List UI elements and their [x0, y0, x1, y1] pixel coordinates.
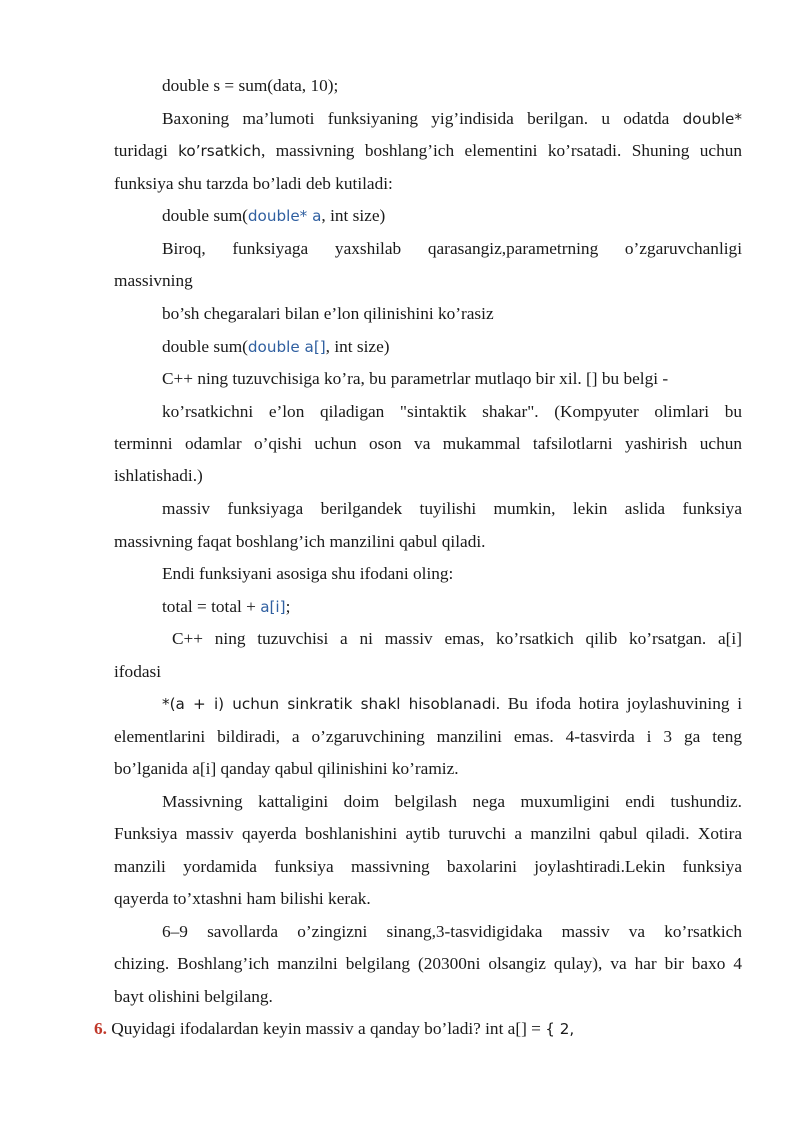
paragraph-line: bayt olishini belgilang.	[114, 987, 273, 1006]
paragraph-line: C++ ning tuzuvchisiga ko’ra, bu parametrlar mutlaqo bir xil. [] bu belgi -	[162, 369, 669, 388]
code-line: total = total + a[i];	[162, 597, 291, 616]
code-line: double s = sum(data, 10);	[162, 76, 339, 95]
paragraph-line: bo’sh chegaralari bilan e’lon qilinishini ko’rasiz	[162, 304, 494, 323]
code-line: double sum(double a[], int size)	[162, 337, 390, 356]
paragraph-line: terminni odamlar o’qishi uchun oson va mukammal tafsilotlarni yashirish uchun	[114, 434, 742, 453]
paragraph-line: 6–9 savollarda o’zingizni sinang,3-tasvidigidaka massiv va ko’rsatkich	[162, 922, 742, 941]
question-number: 6.	[94, 1019, 107, 1038]
paragraph-line: funksiya shu tarzda bo’ladi deb kutiladi:	[114, 174, 393, 193]
paragraph-line: Endi funksiyani asosiga shu ifodani oling:	[162, 564, 454, 583]
paragraph-line: manzili yordamida funksiya massivning baxolarini joylashtiradi.Lekin funksiya	[114, 857, 742, 876]
paragraph-line: Baxoning ma’lumoti funksiyaning yig’indisida berilgan. u odatda double*	[162, 109, 742, 128]
paragraph-line: massivning	[114, 271, 193, 290]
paragraph-line: elementlarini bildiradi, a o’zgaruvchining manzilini emas. 4-tasvirda i 3 ga teng	[114, 727, 742, 746]
paragraph-line: qayerda to’xtashni ham bilishi kerak.	[114, 889, 371, 908]
paragraph-line: ishlatishadi.)	[114, 466, 203, 485]
paragraph-line: Massivning kattaligini doim belgilash nega muxumligini endi tushundiz.	[162, 792, 742, 811]
paragraph-line: ko’rsatkichni e’lon qiladigan "sintaktik shakar". (Kompyuter olimlari bu	[162, 402, 742, 421]
paragraph-line: Funksiya massiv qayerda boshlanishini aytib turuvchi a manzilni qabul qiladi. Xotira	[114, 824, 742, 843]
paragraph-line: *(a + i) uchun sinkratik shakl hisoblanadi. Bu ifoda hotira joylashuvining i	[162, 694, 742, 713]
paragraph-line: C++ ning tuzuvchisi a ni massiv emas, ko’rsatkich qilib ko’rsatgan. a[i]	[172, 629, 742, 648]
paragraph-line: massiv funksiyaga berilgandek tuyilishi mumkin, lekin aslida funksiya	[162, 499, 742, 518]
paragraph-line: chizing. Boshlang’ich manzilni belgilang (20300ni olsangiz qulay), va har bir baxo 4	[114, 954, 742, 973]
paragraph-line: turidagi ko’rsatkich, massivning boshlang’ich elementini ko’rsatadi. Shuning uchun	[114, 141, 742, 160]
paragraph-line: massivning faqat boshlang’ich manzilini qabul qiladi.	[114, 532, 486, 551]
code-line: double sum(double* a, int size)	[162, 206, 386, 225]
paragraph-line: Biroq, funksiyaga yaxshilab qarasangiz,parametrning o’zgaruvchanligi	[162, 239, 742, 258]
paragraph-line: ifodasi	[114, 662, 162, 681]
paragraph-line: bo’lganida a[i] qanday qabul qilinishini ko’ramiz.	[114, 759, 459, 778]
question-line: 6. Quyidagi ifodalardan keyin massiv a qanday bo’ladi? int a[] = { 2,	[94, 1019, 575, 1038]
